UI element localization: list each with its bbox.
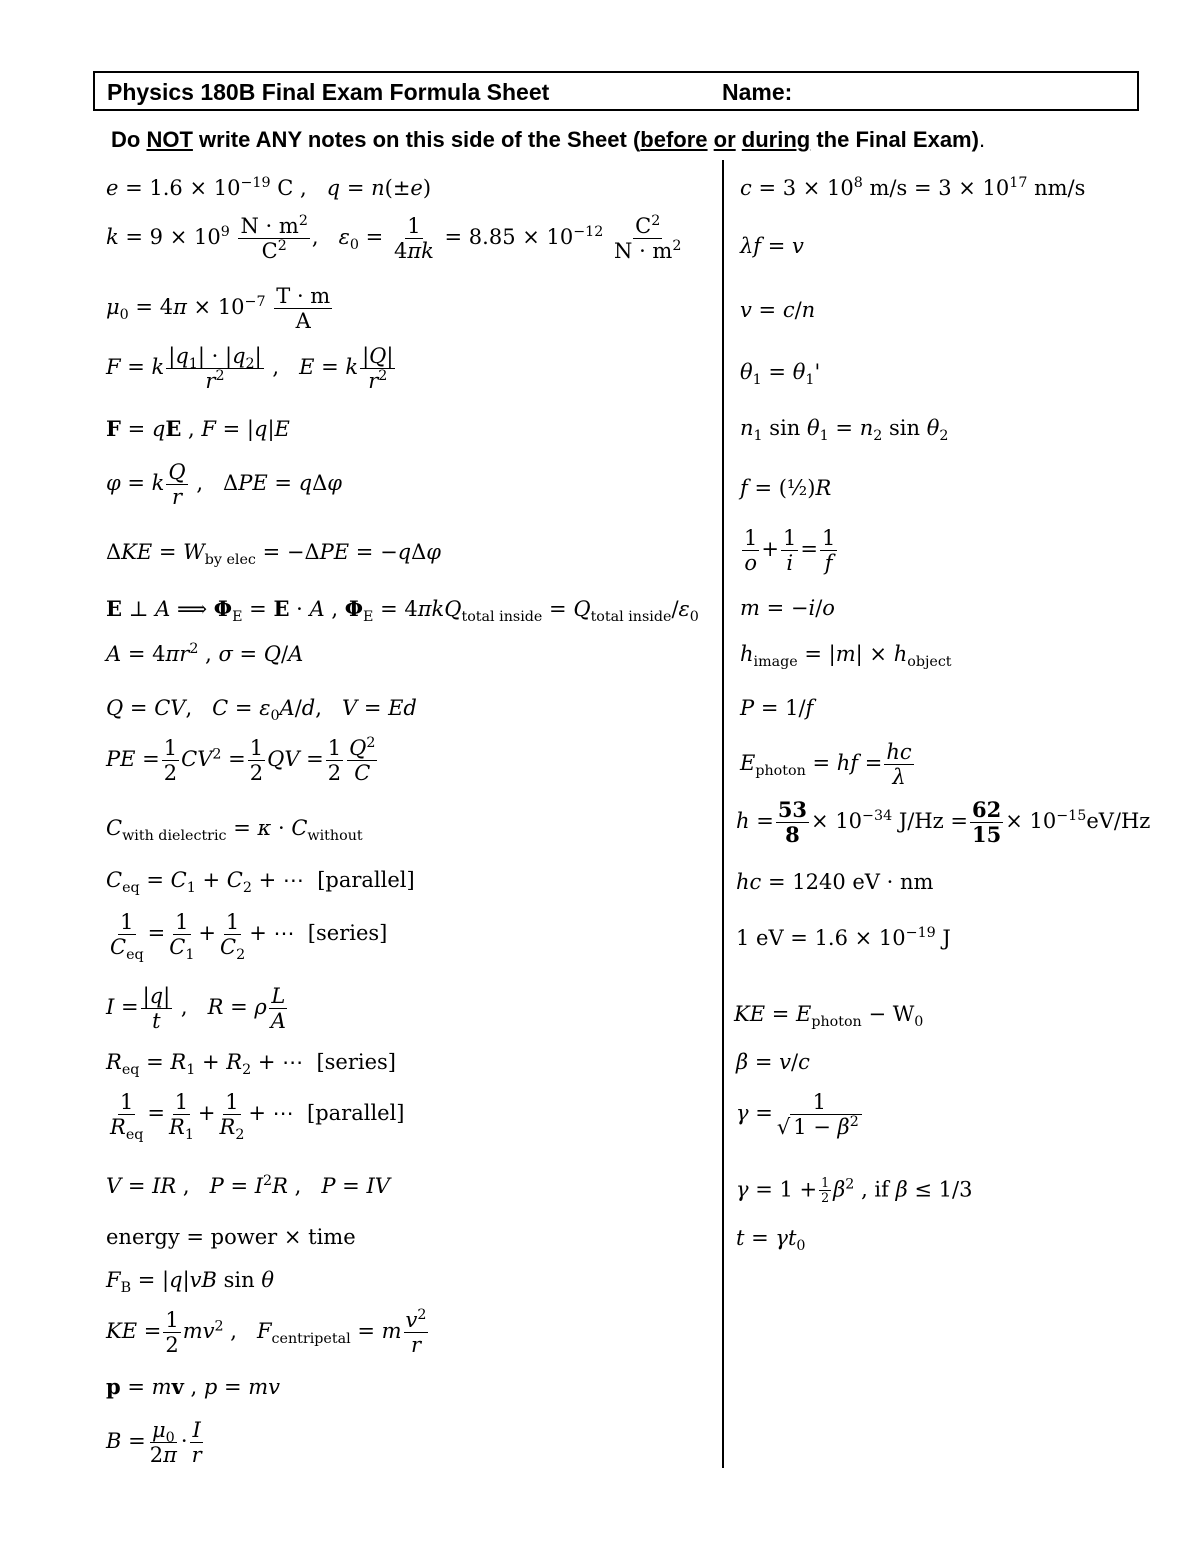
formula-energy-power-time: energy = power × time	[106, 1225, 356, 1249]
formula-ohm-power: V = IR , $P = I^2R$ , P = IV	[106, 1173, 390, 1198]
formula-planck: h = $\frac{53}{8}$ × $10^{-34}$ J/Hz = $\frac{62}{15}$ × $10^{-15}eV/Hz$	[736, 797, 1151, 848]
formula-gamma: γ = $\frac{1}{√ 1 - \beta^2}$	[736, 1090, 866, 1139]
formula-magnetic-force: $F_B = |q|vB$ sin θ	[106, 1268, 274, 1296]
formula-flux: E ⊥ A ⟹ $\Phi_E = E \cdot A$ , $\Phi_E = 4\pi kQ_{total inside} = Q_{total inside}/\varepsilon_0$	[106, 596, 699, 625]
formula-thin-lens: $\frac{1}{o}$ + $\frac{1}{i}$ = $\frac{1}{f}$	[744, 526, 836, 576]
formula-focal-length: f = (½)R	[740, 476, 832, 500]
formula-force-field: F = qE , F = |q|E	[106, 416, 290, 441]
name-label: Name:	[722, 79, 793, 105]
notice-not: NOT	[146, 127, 193, 152]
formula-centripetal: KE = $\frac{1}{2}$ $mv^2$ , $F_{centripetal} = m$ $\frac{v^2}{r}$	[106, 1307, 427, 1358]
formula-photon-energy: $E_{photon}$ = hf = $\frac{hc}{\lambda}$	[740, 740, 912, 790]
formula-refraction-speed: v = c/n	[740, 298, 816, 322]
formula-photoelectric: KE = $E_{photon} - W_0$	[734, 1002, 924, 1030]
formula-coulomb-constant: $k = 9 \times 10^9$ $\frac{N \cdot m^2}{C^2}$ , $\varepsilon_0$ = $\frac{1}{4\pi k}$ = $8.85 \times 10^{-12}$ $\frac{C^2}{N \cdot m^2}$	[106, 213, 682, 264]
formula-charge: $e = 1.6 \times 10^{-19}$ C , q = n(±e)	[106, 175, 432, 200]
formula-potential: φ = k $\frac{Q}{r}$ , ΔPE = qΔφ	[106, 460, 342, 510]
formula-electronvolt: 1 eV = $1.6 \times 10^{-19}$ J	[736, 925, 951, 950]
notice-or: or	[713, 127, 736, 152]
notice-part: Do	[111, 127, 147, 152]
formula-image-height: $h_{image} = |m| \times h_{object}$	[740, 642, 952, 670]
formula-gamma-approx: γ = 1 + $\frac{1}{2}$ $\beta^2$ , if β ≤ 1/3	[736, 1175, 973, 1206]
notice-text	[111, 127, 985, 153]
notice-part: the Final Exam)	[810, 127, 979, 152]
sheet-title: Physics 180B Final Exam Formula Sheet	[107, 79, 550, 105]
formula-coulomb-law: F = k $\frac{|q_1| \cdot |q_2|}{r^2}$ , E = k $\frac{|Q|}{r^2}$	[106, 344, 394, 394]
formula-work-energy: $\Delta KE = W_{by elec} = -\Delta PE = -q\Delta\varphi$	[106, 540, 442, 568]
formula-capacitor-energy: PE = $\frac{1}{2}$ $CV^2$ = $\frac{1}{2}$ QV = $\frac{1}{2}$ $\frac{Q^2}{C}$	[106, 735, 376, 786]
notice-part: write ANY notes on this side of the Sheet (	[192, 127, 641, 152]
formula-parallel-resistors: $\frac{1}{R_{eq}}$ = $\frac{1}{R_1}$ + $\frac{1}{R_2}$ + ⋯ [parallel]	[110, 1090, 405, 1144]
formula-series-resistors: $R_{eq} = R_1 + R_2$ + ⋯ [series]	[106, 1050, 396, 1078]
notice-before: before	[640, 127, 708, 152]
column-divider	[722, 160, 724, 1468]
formula-parallel-capacitors: $C_{eq} = C_1 + C_2$ + ⋯ [parallel]	[106, 868, 415, 896]
formula-sphere-area: $A = 4\pi r^2$ , σ = Q/A	[106, 641, 304, 666]
formula-wave-speed: λf = v	[740, 234, 804, 258]
formula-wire-field: B = $\frac{\mu_0}{2\pi}$ · $\frac{I}{r}$	[106, 1418, 202, 1468]
notice-part: .	[978, 127, 986, 152]
formula-reflection: $\theta_1 = \theta_1'$	[740, 360, 821, 388]
formula-capacitance: Q = CV, $C = \varepsilon_0A/d$, V = Ed	[106, 696, 417, 724]
formula-light-speed: $c = 3 \times 10^8$ $m/s = 3 \times 10^{17}$ nm/s	[740, 175, 1086, 200]
formula-power-lens: P = 1/f	[740, 696, 814, 720]
formula-time-dilation: $t = \gamma t_0$	[736, 1226, 806, 1254]
formula-magnification: m = −i/o	[740, 596, 835, 620]
notice-during: during	[741, 127, 811, 152]
formula-beta: β = v/c	[736, 1050, 810, 1074]
formula-series-capacitors: $\frac{1}{C_{eq}}$ = $\frac{1}{C_1}$ + $\frac{1}{C_2}$ + ⋯ [series]	[110, 910, 388, 964]
formula-mu0: $\mu_0 = 4\pi \times 10^{-7}$ $\frac{T \cdot m}{A}$	[106, 284, 331, 334]
formula-momentum: p = mv , p = mv	[106, 1374, 281, 1399]
formula-snell: $n_1$ $\sin \theta_1 = n_2$ $\sin \theta_2$	[740, 416, 949, 444]
formula-current-resistance: I = $\frac{|q|}{t}$ , R = ρ $\frac{L}{A}$	[106, 984, 286, 1034]
header-box	[93, 71, 1139, 111]
formula-dielectric: $C_{with dielectric} = \kappa \cdot C_{without}$	[106, 816, 363, 844]
formula-hc: hc = 1240 eV · nm	[736, 870, 934, 894]
